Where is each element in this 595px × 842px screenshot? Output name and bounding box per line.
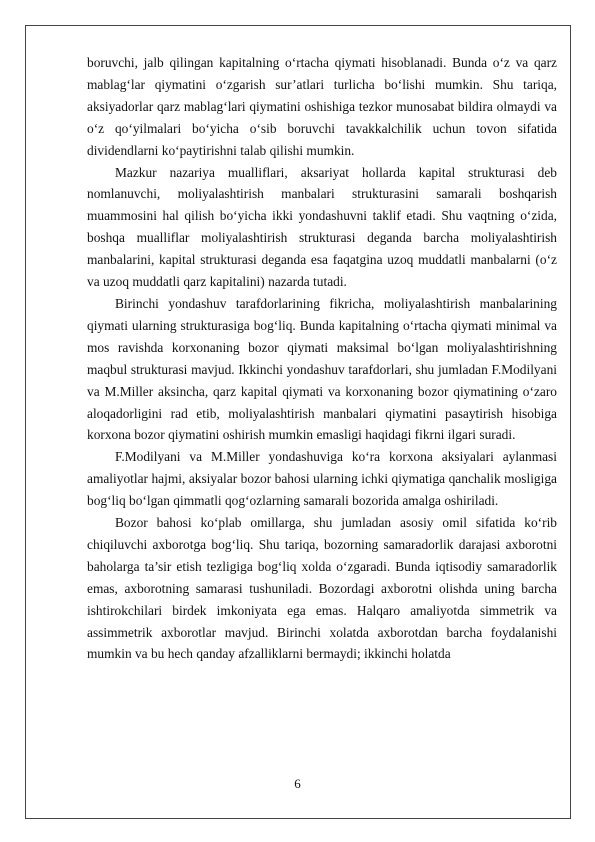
paragraph-2: Mazkur nazariya mualliflari, aksariyat hollarda kapital strukturasi deb nomlanuvchi, moliyalashtirish manbalari strukturasini samarali boshqarish muammosini hal qilish bo‘yicha ikki yondashuvni taklif etadi. Shu vaqtning o‘zida, boshqa mualliflar moliyalashtirish strukturasi deganda barcha moliyalashtirish manbalarini, kapital strukturasi deganda esa faqatgina uzoq muddatli manbalarni (o‘z va uzoq muddatli qarz kapitalini) nazarda tutadi.: [87, 164, 557, 290]
body-text: [87, 52, 557, 665]
paragraph-4: F.Modilyani va M.Miller yondashuviga ko‘ra korxona aksiyalari aylanmasi amaliyotlar hajmi, aksiyalar bozor bahosi ularning ichki qiymatiga qanchalik mosligiga bog‘liq bo‘lgan qimmatli qog‘ozlarning samarali bozorida amalga oshiriladi.: [87, 449, 557, 509]
paragraph-3: Birinchi yondashuv tarafdorlarining fikricha, moliyalashtirish manbalarining qiymati ularning strukturasiga bog‘liq. Bunda kapitalning o‘rtacha qiymati minimal va mos ravishda korxonaning bozor qiymati maksimal bo‘lgan moliyalashtirishning maqbul strukturasi mavjud. Ikkinchi yondashuv tarafdorlari, shu jumladan F.Modilyani va M.Miller aksincha, qarz kapital qiymati va korxonaning bozor qiymatining o‘zaro aloqadorligini rad etib, moliyalashtirish manbalari qiymatini pasaytirish hisobiga korxona bozor qiymatini oshirish mumkin emasligi haqidagi fikrni ilgari suradi.: [87, 295, 557, 443]
paragraph-5: Bozor bahosi ko‘plab omillarga, shu jumladan asosiy omil sifatida ko‘rib chiqiluvchi axborotga bog‘liq. Shu tariqa, bozorning samaradorlik darajasi axborotni baholarga ta’sir etish tezligiga bog‘liq xolda o‘zgaradi. Bunda iqtisodiy samaradorlik emas, axborotning samarasi tushuniladi. Bozordagi axborotni olishda uning barcha ishtirokchilari birdek imkoniyata ega emas. Halqaro amaliyotda simmetrik va assimmetrik axborotlar mavjud. Birinchi xolatda axborotdan barcha foydalanishi mumkin va bu hech qanday afzalliklarni bermaydi; ikkinchi holatda: [87, 515, 557, 662]
paragraph-1: boruvchi, jalb qilingan kapitalning o‘rtacha qiymati hisoblanadi. Bunda o‘z va qarz mablag‘lar qiymatini o‘zgarish sur’atlari turlicha bo‘lishi mumkin. Shu tariqa, aksiyadorlar qarz mablag‘lari qiymatini oshishiga tezkor munosabat bildira olmaydi va o‘z qo‘yilmalari bo‘yicha o‘sib boruvchi tavakkalchilik uchun tovon sifatida dividendlarni ko‘paytirishni talab qilishi mumkin.: [87, 55, 557, 158]
page-number: 6: [294, 776, 301, 791]
